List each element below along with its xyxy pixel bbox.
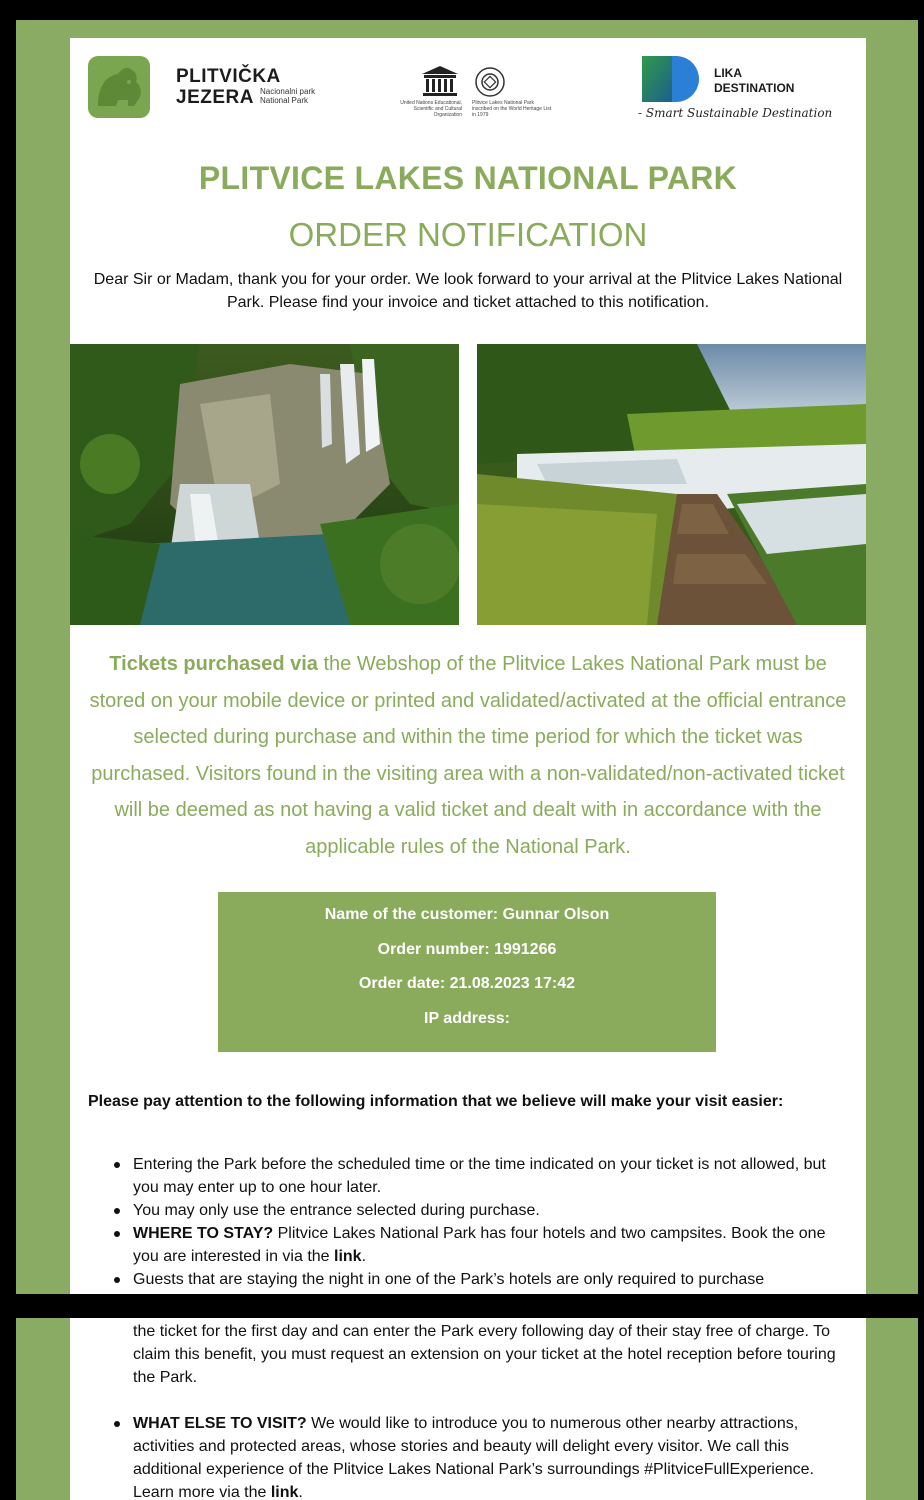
- lika-d-icon: [642, 56, 700, 102]
- list-item: WHAT ELSE TO VISIT? We would like to introduce you to numerous other nearby attractions, activities and protected areas, whose stories and beauty will delight every visitor. We call this additional experience of the Plitvice Lakes National Park’s surroundings #PlitviceFullExperience. Learn more via the link.: [88, 1412, 848, 1500]
- list-item: You may only use the entrance selected during purchase.: [88, 1199, 848, 1222]
- lika-line1: LIKA: [714, 66, 742, 80]
- list-item: WHERE TO STAY? Plitvice Lakes National Park has four hotels and two campsites. Book the one you are interested in via the link.: [88, 1222, 848, 1268]
- list-item-continued: the ticket for the first day and can enter the Park every following day of their stay free of charge. To claim this benefit, you must request an extension on your ticket at the hotel reception before touring the Park.: [133, 1323, 836, 1386]
- ip-address: IP address:: [424, 1009, 510, 1027]
- unesco-temple-icon: [420, 64, 460, 98]
- logo-text-line1: PLITVIČKA: [176, 66, 281, 87]
- world-heritage-icon: [474, 66, 506, 98]
- lika-destination-logo: [638, 56, 838, 126]
- order-number: Order number: 1991266: [377, 940, 557, 958]
- lika-line2: DESTINATION: [714, 81, 795, 95]
- info-list: [88, 1153, 848, 1291]
- waterfall-photo: [70, 344, 459, 625]
- email-card: [70, 38, 866, 1294]
- bear-icon: [88, 56, 150, 118]
- page-subtitle: ORDER NOTIFICATION: [288, 216, 648, 253]
- attention-heading: Please pay attention to the following information that we believe will make your visit easier:: [88, 1093, 784, 1110]
- lika-tagline: - Smart Sustainable Destination: [638, 106, 833, 120]
- list-item: Guests that are staying the night in one of the Park’s hotels are only required to purchase: [88, 1268, 848, 1291]
- customer-name: Name of the customer: Gunnar Olson: [324, 906, 610, 923]
- full-experience-link[interactable]: link: [270, 1484, 299, 1500]
- unesco-logos: [392, 60, 552, 130]
- logo-sub2: National Park: [259, 96, 308, 105]
- list-item: Entering the Park before the scheduled time or the time indicated on your ticket is not allowed, but you may enter up to one hour later.: [88, 1153, 848, 1199]
- notice-body: the Webshop of the Plitvice Lakes National Park must be stored on your mobile device or printed and validated/activated at the official entrance selected during purchase and within the time period for which the ticket was purchased. Visitors found in the visiting area with a non-validated/non-activated ticket will be deemed as not having a valid ticket and dealt with in accordance with the applicable rules of the National Park.: [89, 653, 847, 858]
- email-frame-bottom: [16, 1318, 918, 1500]
- page-title: PLITVICE LAKES NATIONAL PARK: [198, 160, 738, 196]
- order-date: Order date: 21.08.2023 17:42: [358, 975, 576, 992]
- unesco-caption: United Nations Educational, Scientific and Cultural Organization: [400, 100, 462, 118]
- email-frame-top: [16, 20, 918, 1294]
- info-list-continued: [88, 1412, 848, 1500]
- ticket-notice: [84, 646, 852, 865]
- logo-sub1: Nacionalni park: [259, 87, 316, 96]
- intro-text: Dear Sir or Madam, thank you for your order. We look forward to your arrival at the Plitvice Lakes National Park. Please find your invoice and ticket attached to this notification.: [93, 271, 843, 311]
- plitvice-logo: [88, 56, 315, 118]
- order-info-box: [218, 892, 716, 1052]
- email-card-continued: [70, 1318, 866, 1500]
- boardwalk-photo: [477, 344, 866, 625]
- hotels-link[interactable]: link: [334, 1248, 362, 1265]
- notice-lead: Tickets purchased via: [109, 653, 318, 675]
- whc-caption: Plitvice Lakes National Park inscribed on the World Heritage List in 1979: [472, 100, 552, 118]
- logo-text-line2: JEZERA: [176, 87, 254, 108]
- header-logos: [70, 38, 866, 148]
